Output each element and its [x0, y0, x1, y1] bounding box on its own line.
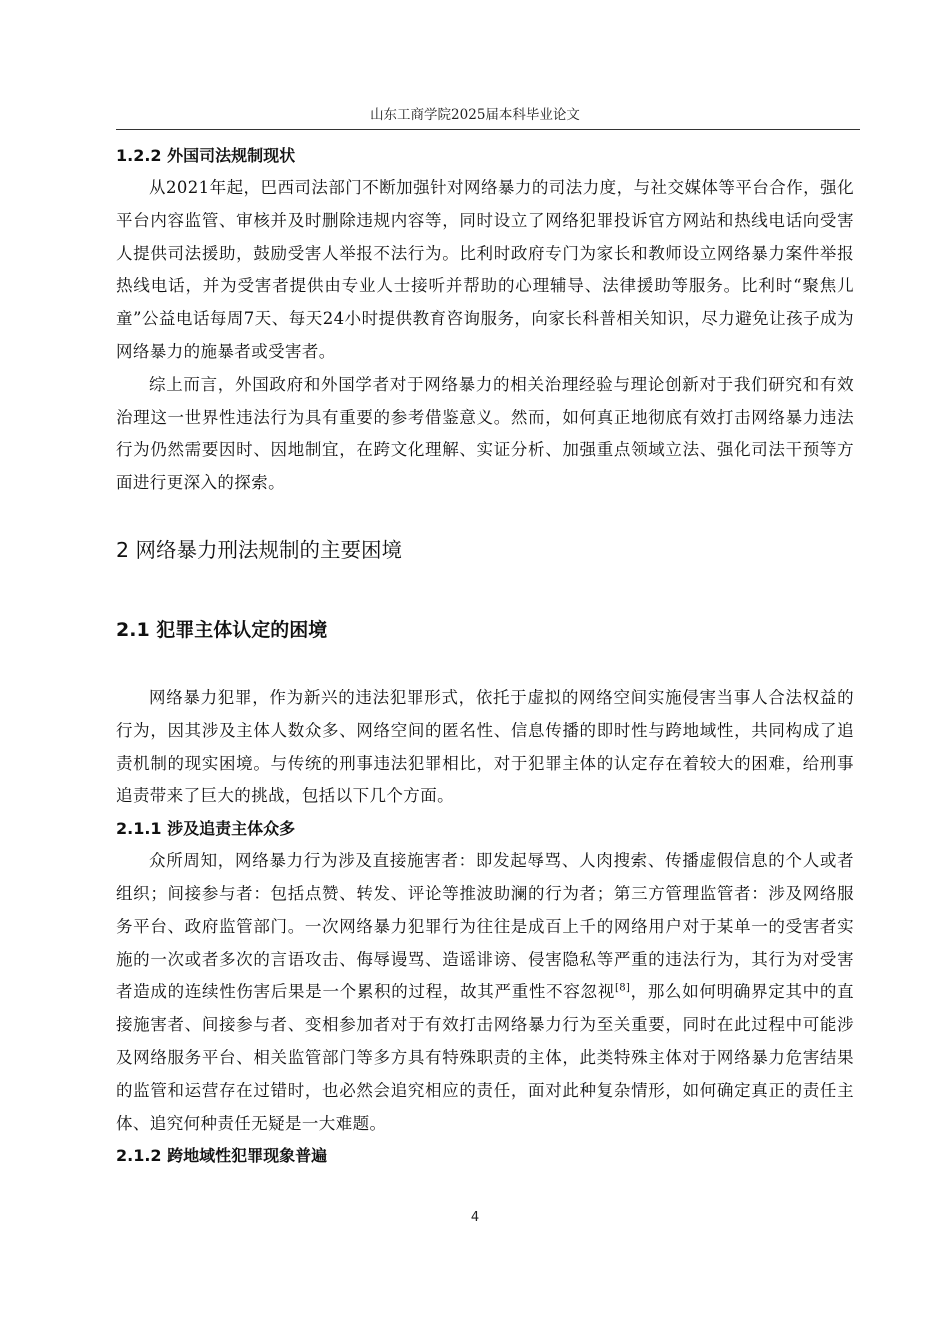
paragraph: 网络暴力犯罪，作为新兴的违法犯罪形式，依托于虚拟的网络空间实施侵害当事人合法权益的行为，因其涉及主体人数众多、网络空间的匿名性、信息传播的即时性与跨地域性，共同构成了追责机制的现实困境。与传统的刑事违法犯罪相比，对于犯罪主体的认定存在着较大的困难，给刑事追责带来了巨大的挑战，包括以下几个方面。	[116, 687, 854, 806]
section-heading-2-1-2: 2.1.2 跨地域性犯罪现象普遍	[116, 1146, 328, 1166]
section-heading-1-2-2: 1.2.2 外国司法规制现状	[116, 146, 296, 165]
header-divider	[116, 129, 860, 130]
paragraph-text: 众所周知，网络暴力行为涉及直接施害者：即发起辱骂、人肉搜索、传播虚假信息的个人或者组织；间接参与者：包括点赞、转发、评论等推波助澜的行为者；第三方管理监管者：涉及网络服务平台、政府监管部门。一次网络暴力犯罪行为往往是成百上千的网络用户对于某单一的受害者实施的一次或者多次的言语攻击、侮辱谩骂、造谣诽谤、侵害隐私等严重的违法行为，其行为对受害者造成的连续性伤害后果是一个累积的过程，故其严重性不容忽视	[116, 851, 854, 1002]
page-number: 4	[470, 1210, 480, 1225]
paragraph: 综上而言，外国政府和外国学者对于网络暴力的相关治理经验与理论创新对于我们研究和有效治理这一世界性违法行为具有重要的参考借鉴意义。然而，如何真正地彻底有效打击网络暴力违法行为仍然需要因时、因地制宜，在跨文化理解、实证分析、加强重点领域立法、强化司法干预等方面进行更深入的探索。	[116, 374, 854, 493]
section-heading-2-1: 2.1 犯罪主体认定的困境	[116, 618, 328, 641]
section-heading-2-1-1: 2.1.1 涉及追责主体众多	[116, 819, 296, 839]
citation-marker: [8]	[614, 982, 631, 994]
paragraph: 从2021年起，巴西司法部门不断加强针对网络暴力的司法力度，与社交媒体等平台合作，强化平台内容监管、审核并及时删除违规内容等，同时设立了网络犯罪投诉官方网站和热线电话向受害人提供司法援助，鼓励受害人举报不法行为。比利时政府专门为家长和教师设立网络暴力案件举报热线电话，并为受害者提供由专业人士接听并帮助的心理辅导、法律援助等服务。比利时“聚焦儿童”公益电话每周7天、每天24小时提供教育咨询服务，向家长科普相关知识，尽力避免让孩子成为网络暴力的施暴者或受害者。	[116, 178, 854, 361]
paragraph	[116, 845, 854, 1140]
chapter-heading-2: 2 网络暴力刑法规制的主要困境	[116, 537, 403, 562]
paragraph-text: ，那么如何明确界定其中的直接施害者、间接参与者、变相参加者对于有效打击网络暴力行为至关重要，同时在此过程中可能涉及网络服务平台、相关监管部门等多方具有特殊职责的主体，此类特殊主体对于网络暴力危害结果的监管和运营存在过错时，也必然会追究相应的责任，面对此种复杂情形，如何确定真正的责任主体、追究何种责任无疑是一大难题。	[116, 982, 854, 1133]
running-header: 山东工商学院2025届本科毕业论文	[370, 107, 580, 123]
page-body	[116, 140, 854, 1172]
